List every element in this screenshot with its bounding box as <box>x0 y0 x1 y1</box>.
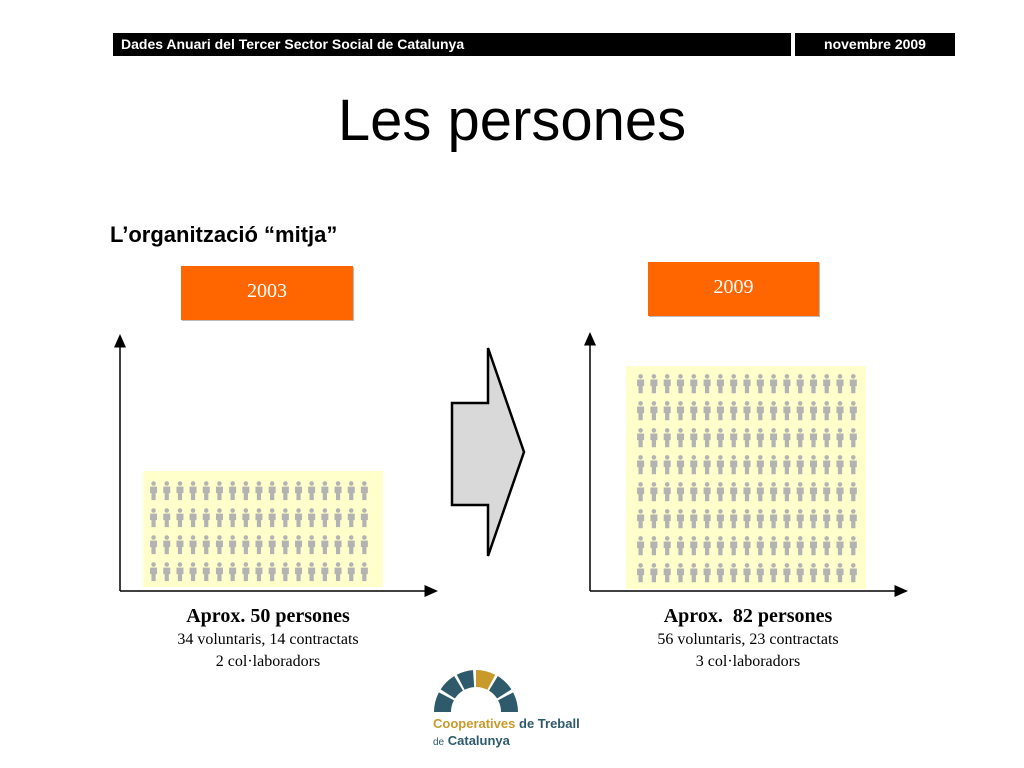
year-box-2009: 2009 <box>648 262 819 316</box>
caption-2009-main: Aprox. 82 persones <box>663 605 833 627</box>
caption-2003 <box>108 603 428 673</box>
caption-2009 <box>588 603 908 673</box>
caption-2003-line2: 2 col·laboradors <box>215 653 321 670</box>
transition-arrow-icon <box>452 348 524 556</box>
logo-word-de: de <box>433 737 445 748</box>
logo-word-de-treball: de Treball <box>519 716 580 731</box>
logo-wordmark <box>433 715 580 751</box>
slide-title: Les persones <box>337 88 687 153</box>
header-source-label: Dades Anuari del Tercer Sector Social de Catalunya <box>113 33 791 56</box>
caption-2009-line1: 56 voluntaris, 23 contractats <box>657 631 839 648</box>
caption-2003-main: Aprox. 50 persones <box>186 605 350 627</box>
header-date-label: novembre 2009 <box>795 33 955 56</box>
slide-subtitle: L’organització “mitja” <box>110 222 338 247</box>
caption-2009-line2: 3 col·laboradors <box>695 653 801 670</box>
caption-2003-line1: 34 voluntaris, 14 contractats <box>177 631 359 648</box>
cooperatives-logo-icon <box>434 670 518 712</box>
figure-area-2009 <box>626 366 866 589</box>
year-box-2003: 2003 <box>181 266 353 320</box>
logo-word-catalunya: Catalunya <box>447 733 510 748</box>
logo-word-cooperatives: Cooperatives <box>433 716 516 731</box>
